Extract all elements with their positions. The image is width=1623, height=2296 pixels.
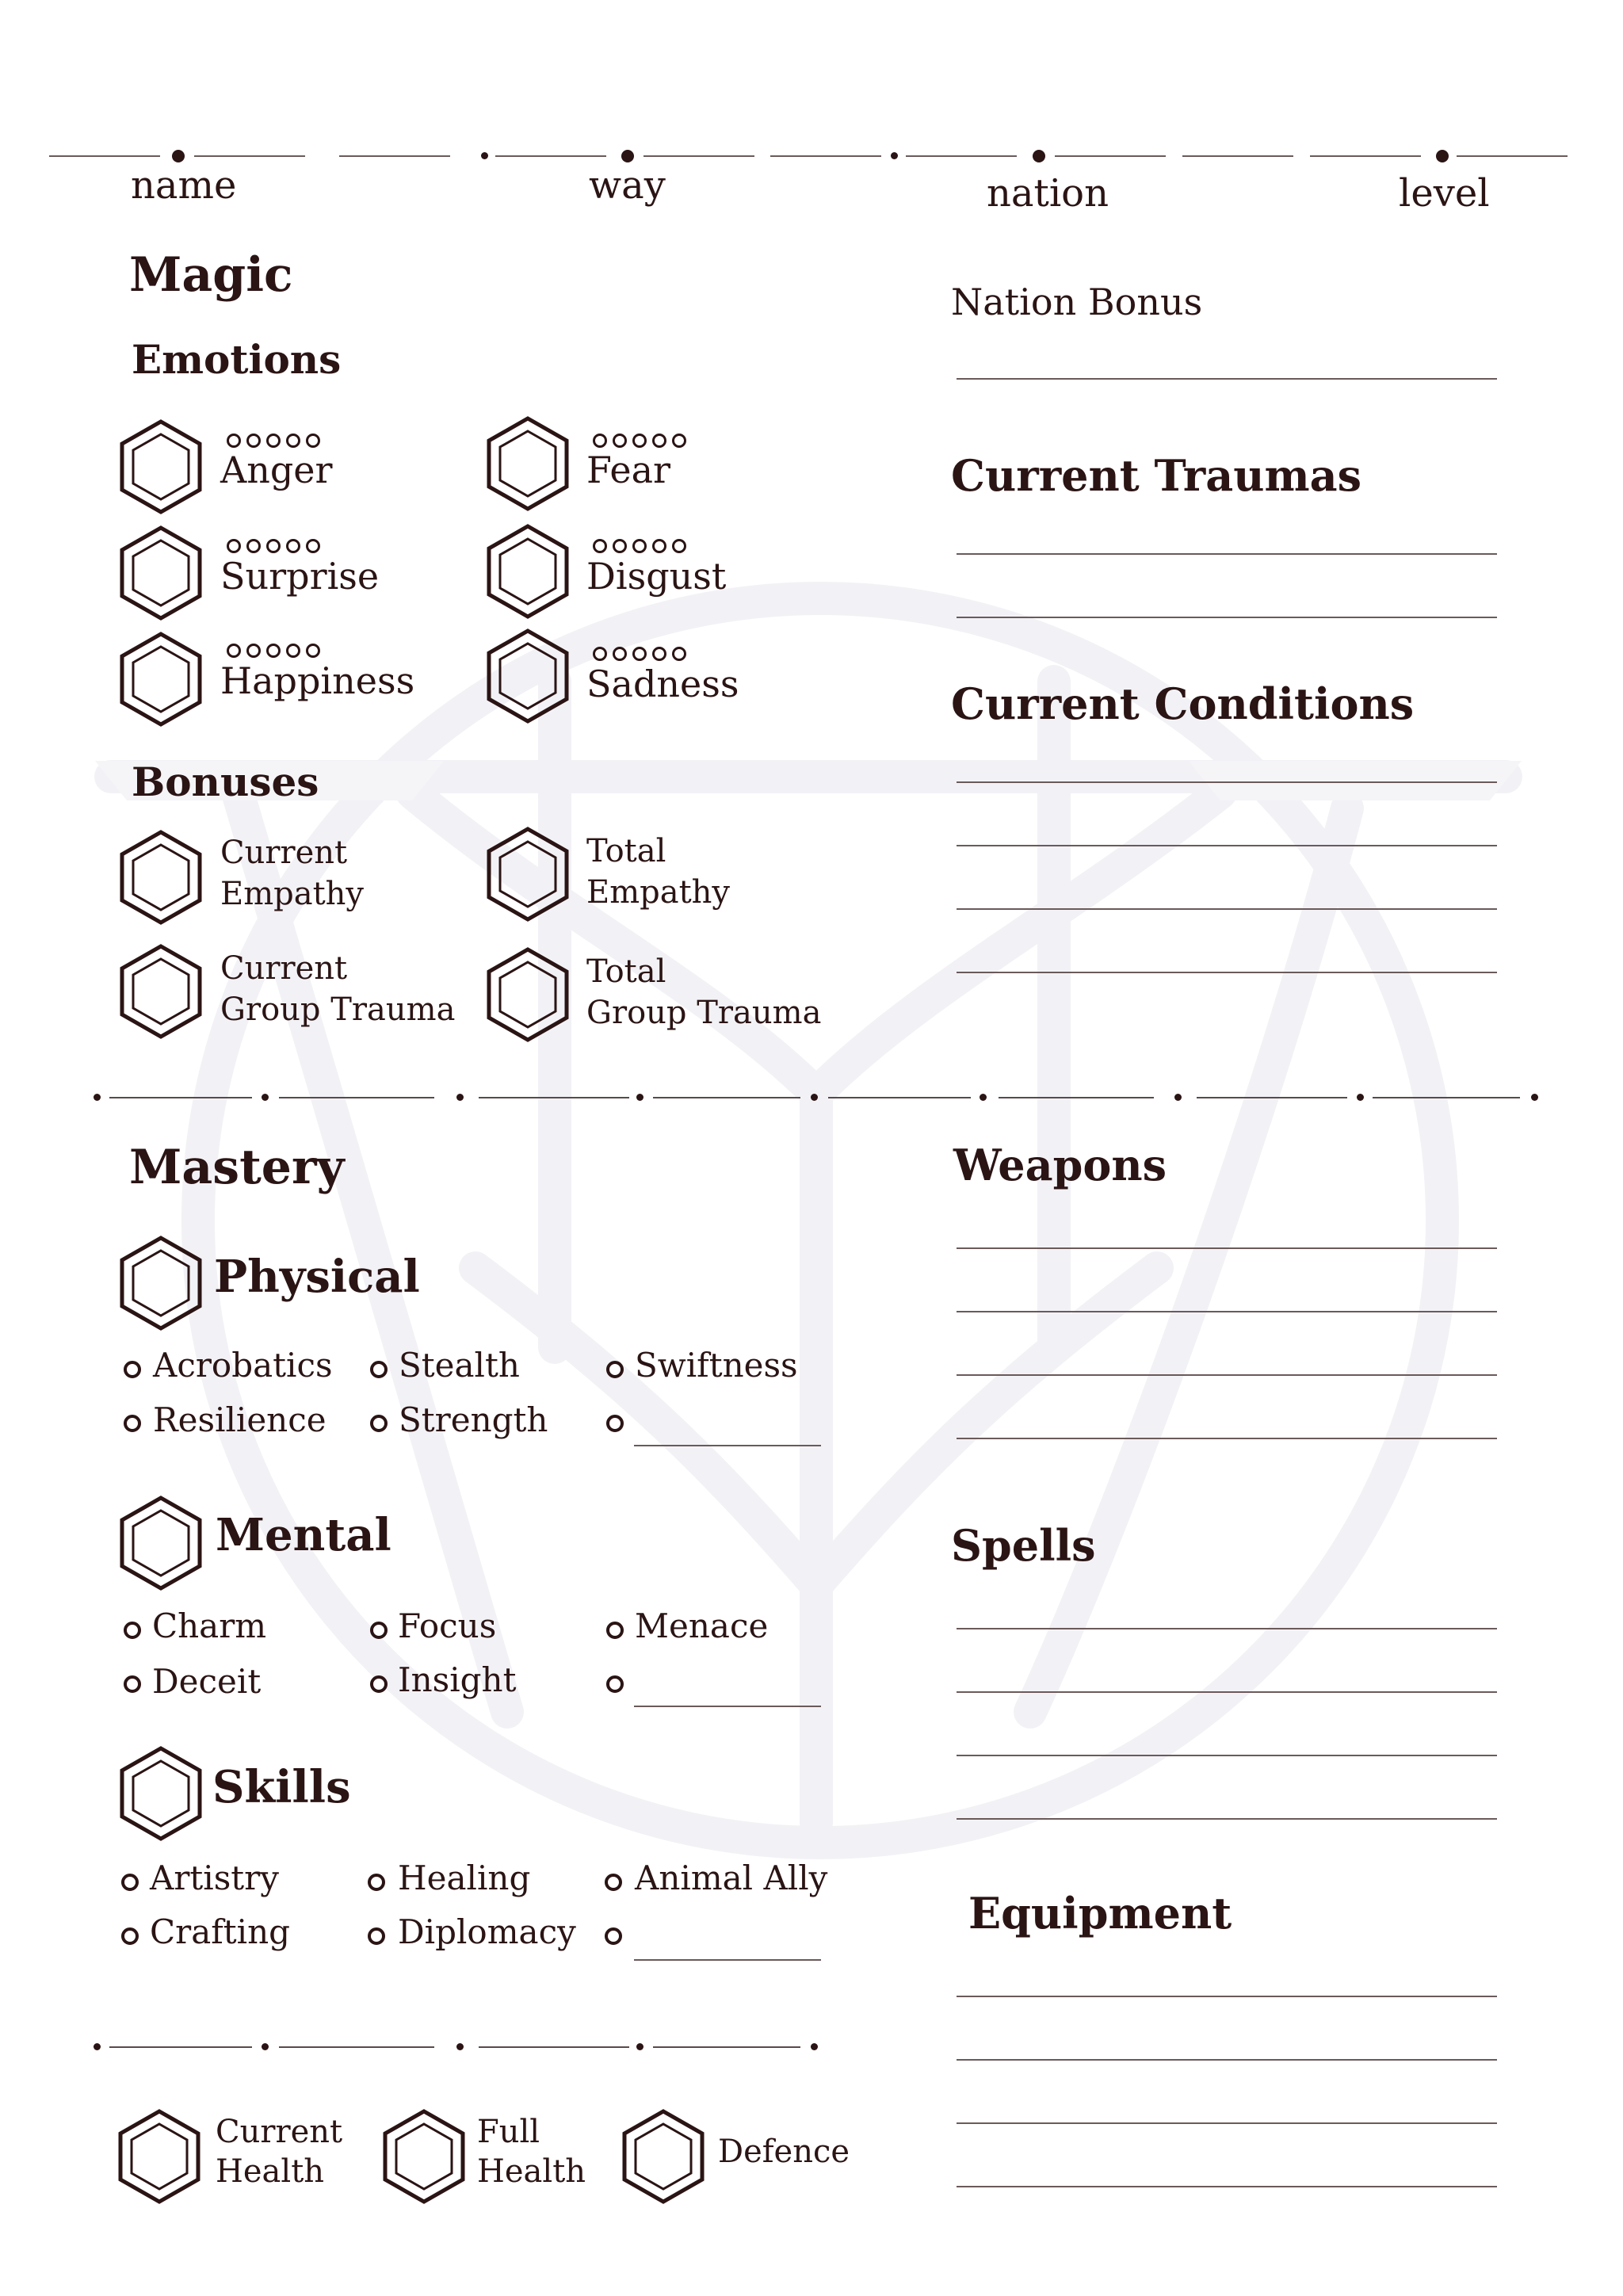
defence-label: Defence <box>718 2134 850 2170</box>
nation-bonus-label: Nation Bonus <box>951 281 1203 323</box>
healing-bullet-icon[interactable] <box>368 1874 385 1891</box>
emotion-sadness: Sadness <box>586 663 739 705</box>
mental-hexagon-icon[interactable] <box>117 1495 204 1591</box>
equipment-line-4[interactable] <box>957 2186 1497 2187</box>
mastery-title: Mastery <box>129 1140 345 1195</box>
trauma-line-1[interactable] <box>957 553 1497 555</box>
weapon-line-3[interactable] <box>957 1374 1497 1376</box>
skill-acrobatics: Acrobatics <box>153 1346 333 1385</box>
total-group-trauma-hexagon-icon[interactable] <box>484 946 571 1043</box>
nation-bonus-line[interactable] <box>957 378 1497 380</box>
weapon-line-4[interactable] <box>957 1438 1497 1439</box>
deceit-bullet-icon[interactable] <box>124 1675 141 1693</box>
skill-crafting: Crafting <box>150 1912 291 1951</box>
diplomacy-bullet-icon[interactable] <box>368 1927 385 1945</box>
nation-label: nation <box>987 171 1109 216</box>
total-empathy-hexagon-icon[interactable] <box>484 826 571 923</box>
skill-resilience: Resilience <box>153 1400 327 1439</box>
stealth-bullet-icon[interactable] <box>370 1361 388 1378</box>
skill-focus: Focus <box>398 1606 497 1645</box>
skills-title: Skills <box>212 1761 351 1813</box>
condition-line-2[interactable] <box>957 845 1497 846</box>
spell-line-2[interactable] <box>957 1691 1497 1693</box>
emotion-happiness: Happiness <box>220 659 415 702</box>
custom-skill-line[interactable] <box>634 1959 821 1961</box>
spell-line-3[interactable] <box>957 1755 1497 1756</box>
equipment-line-3[interactable] <box>957 2122 1497 2124</box>
charm-bullet-icon[interactable] <box>124 1622 141 1639</box>
mental-title: Mental <box>216 1509 391 1561</box>
surprise-hexagon-icon[interactable] <box>117 525 204 621</box>
skill-swiftness: Swiftness <box>635 1346 798 1385</box>
disgust-hexagon-icon[interactable] <box>484 523 571 620</box>
weapon-line-2[interactable] <box>957 1311 1497 1312</box>
spell-line-4[interactable] <box>957 1818 1497 1820</box>
equipment-line-1[interactable] <box>957 1996 1497 1997</box>
focus-bullet-icon[interactable] <box>370 1622 388 1639</box>
skill-deceit: Deceit <box>152 1662 262 1701</box>
magic-title: Magic <box>129 247 293 303</box>
custom-skill-bullet-icon[interactable] <box>605 1927 622 1945</box>
current-conditions-title: Current Conditions <box>951 678 1415 729</box>
defence-hexagon-icon[interactable] <box>620 2108 707 2205</box>
skill-charm: Charm <box>152 1606 267 1645</box>
spell-line-1[interactable] <box>957 1628 1497 1629</box>
happiness-hexagon-icon[interactable] <box>117 631 204 728</box>
crafting-bullet-icon[interactable] <box>121 1927 139 1945</box>
spells-title: Spells <box>951 1520 1096 1571</box>
name-label: name <box>131 163 237 208</box>
current-group-trauma-hexagon-icon[interactable] <box>117 943 204 1040</box>
level-label: level <box>1399 171 1490 216</box>
skill-menace: Menace <box>635 1606 769 1645</box>
skill-animal-ally: Animal Ally <box>635 1859 828 1897</box>
bonus-current-group-trauma: Current Group Trauma <box>220 950 456 1028</box>
skill-strength: Strength <box>399 1400 548 1439</box>
bonus-total-group-trauma: Total Group Trauma <box>586 953 822 1031</box>
way-label: way <box>589 163 666 208</box>
current-empathy-hexagon-icon[interactable] <box>117 829 204 926</box>
bonus-total-empathy: Total Empathy <box>586 833 731 911</box>
custom-physical-bullet-icon[interactable] <box>606 1415 624 1432</box>
custom-physical-skill-line[interactable] <box>634 1445 821 1446</box>
emotions-title: Emotions <box>132 336 342 383</box>
condition-line-4[interactable] <box>957 972 1497 973</box>
animal-ally-bullet-icon[interactable] <box>605 1874 622 1891</box>
menace-bullet-icon[interactable] <box>606 1622 624 1639</box>
full-health-label: Full Health <box>477 2114 586 2190</box>
resilience-bullet-icon[interactable] <box>124 1415 141 1432</box>
full-health-hexagon-icon[interactable] <box>380 2108 468 2205</box>
insight-bullet-icon[interactable] <box>370 1675 388 1693</box>
artistry-bullet-icon[interactable] <box>121 1874 139 1891</box>
acrobatics-bullet-icon[interactable] <box>124 1361 141 1378</box>
skill-insight: Insight <box>398 1660 517 1699</box>
strength-bullet-icon[interactable] <box>370 1415 388 1432</box>
sadness-hexagon-icon[interactable] <box>484 628 571 724</box>
skills-hexagon-icon[interactable] <box>117 1745 204 1842</box>
custom-mental-bullet-icon[interactable] <box>606 1675 624 1693</box>
equipment-title: Equipment <box>968 1888 1232 1939</box>
emotion-disgust: Disgust <box>586 555 727 598</box>
trauma-line-2[interactable] <box>957 617 1497 618</box>
skill-healing: Healing <box>398 1859 531 1897</box>
condition-line-3[interactable] <box>957 908 1497 910</box>
current-health-label: Current Health <box>216 2114 343 2190</box>
emotion-surprise: Surprise <box>220 555 380 598</box>
current-health-hexagon-icon[interactable] <box>116 2108 203 2205</box>
fear-hexagon-icon[interactable] <box>484 415 571 512</box>
skill-diplomacy: Diplomacy <box>398 1912 576 1951</box>
bonuses-title: Bonuses <box>132 758 319 805</box>
weapons-title: Weapons <box>953 1140 1167 1190</box>
current-traumas-title: Current Traumas <box>951 450 1361 501</box>
swiftness-bullet-icon[interactable] <box>606 1361 624 1378</box>
weapon-line-1[interactable] <box>957 1247 1497 1249</box>
emotion-anger: Anger <box>220 449 333 491</box>
anger-hexagon-icon[interactable] <box>117 418 204 515</box>
skill-stealth: Stealth <box>399 1346 520 1385</box>
physical-title: Physical <box>214 1251 420 1303</box>
equipment-line-2[interactable] <box>957 2059 1497 2061</box>
bonus-current-empathy: Current Empathy <box>220 835 365 912</box>
emotion-fear: Fear <box>586 449 671 491</box>
custom-mental-skill-line[interactable] <box>634 1706 821 1707</box>
skill-artistry: Artistry <box>150 1859 279 1897</box>
condition-line-1[interactable] <box>957 781 1497 783</box>
physical-hexagon-icon[interactable] <box>117 1235 204 1331</box>
